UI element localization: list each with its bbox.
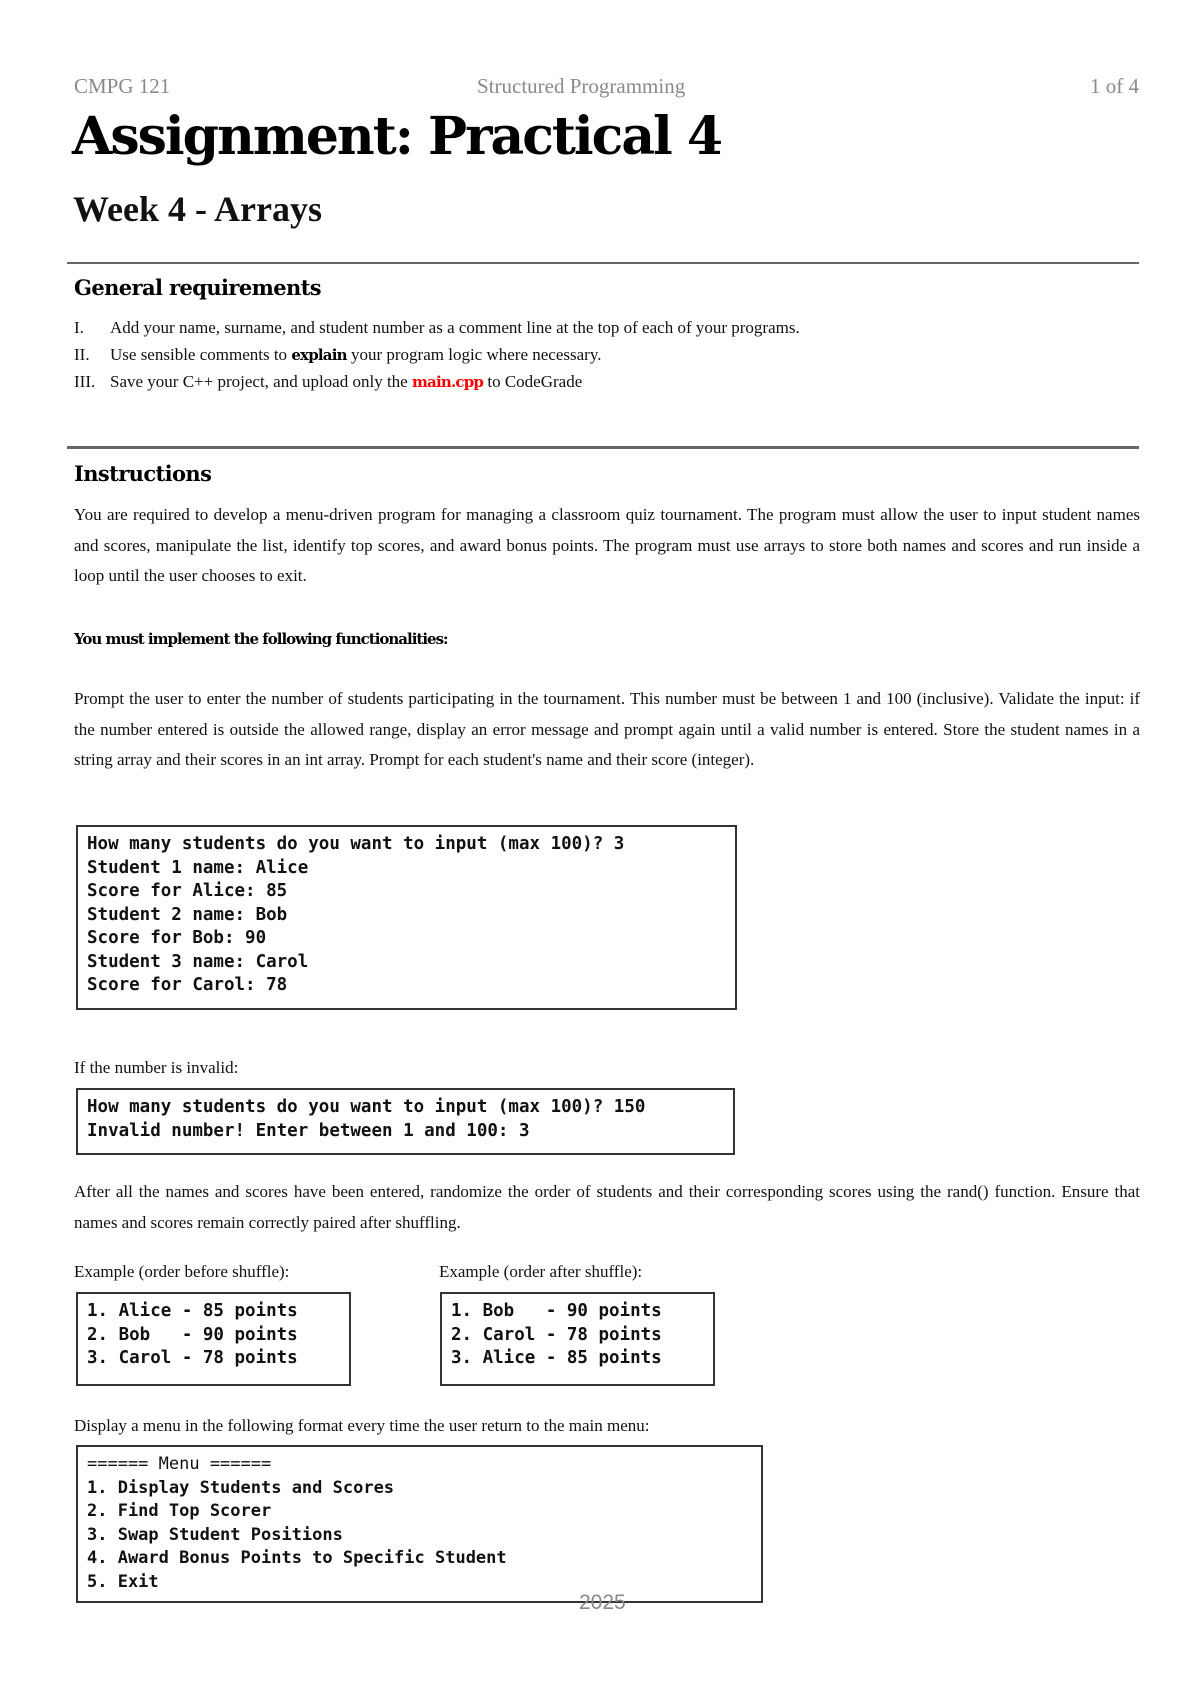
page-indicator: 1 of 4 bbox=[1090, 74, 1139, 98]
console-line: 1. Bob - 90 points bbox=[451, 1301, 662, 1321]
document-title: Assignment: Practical 4 bbox=[72, 106, 722, 167]
console-line: Student 2 name: Bob bbox=[87, 904, 288, 925]
must-implement-heading: You must implement the following functionalities: bbox=[74, 630, 448, 648]
prompt-paragraph: Prompt the user to enter the number of students participating in the tournament. This number must be between 1 and 100 (inclusive). Validate the input: if the number entered is outside the allowed range, display an error message and prompt again until a valid number is entered. Store the student names in a string array and their scores in an int array. Prompt for each student's name and their score (integer). bbox=[74, 689, 1140, 769]
requirement-text: to CodeGrade bbox=[483, 372, 583, 391]
course-code: CMPG 121 bbox=[74, 74, 171, 98]
menu-label: Display a menu in the following format every time the user return to the main menu: bbox=[74, 1416, 650, 1435]
console-line: Student 3 name: Carol bbox=[87, 951, 309, 972]
console-line: 3. Alice - 85 points bbox=[451, 1348, 662, 1368]
console-line: Invalid number! Enter between 1 and 100: 3 bbox=[87, 1120, 530, 1141]
console-line: Student 1 name: Alice bbox=[87, 857, 309, 878]
shuffle-paragraph: After all the names and scores have been entered, randomize the order of students and their corresponding scores using the rand() function. Ensure that names and scores remain correctly paired after shuffling. bbox=[74, 1182, 1140, 1232]
instructions-heading: Instructions bbox=[74, 461, 212, 486]
console-line: Score for Alice: 85 bbox=[87, 881, 288, 901]
section-divider bbox=[67, 446, 1139, 449]
running-header bbox=[67, 74, 1139, 104]
console-line: 1. Display Students and Scores bbox=[87, 1477, 395, 1498]
console-line: How many students do you want to input (max 100)? 150 bbox=[87, 1097, 646, 1117]
console-line: 3. Swap Student Positions bbox=[87, 1524, 343, 1545]
requirement-item bbox=[74, 341, 800, 368]
console-line: 2. Bob - 90 points bbox=[87, 1324, 298, 1345]
requirement-text: Add your name, surname, and student number as a comment line at the top of each of your programs. bbox=[110, 318, 800, 337]
console-line: 1. Alice - 85 points bbox=[87, 1301, 298, 1321]
requirement-text: your program logic where necessary. bbox=[346, 345, 602, 364]
before-shuffle-example bbox=[76, 1292, 351, 1386]
console-line: 3. Carol - 78 points bbox=[87, 1348, 298, 1368]
after-shuffle-label: Example (order after shuffle): bbox=[439, 1262, 643, 1281]
instructions-intro: You are required to develop a menu-driven program for managing a classroom quiz tournament. The program must allow the user to input student names and scores, manipulate the list, identify top scores, and award bonus points. The program must use arrays to store both names and scores and run inside a loop until the user chooses to exit. bbox=[74, 505, 1140, 585]
course-name: Structured Programming bbox=[477, 74, 686, 98]
requirements-list bbox=[74, 314, 800, 395]
menu-example bbox=[76, 1445, 763, 1603]
requirement-item bbox=[74, 368, 800, 395]
requirement-number: III. bbox=[74, 372, 96, 391]
requirement-text: Save your C++ project, and upload only the bbox=[110, 372, 412, 391]
section-divider bbox=[67, 262, 1139, 264]
console-line: 2. Carol - 78 points bbox=[451, 1324, 662, 1345]
requirement-text: Use sensible comments to bbox=[110, 345, 292, 364]
requirement-emphasis: explain bbox=[291, 346, 347, 364]
invalid-label: If the number is invalid: bbox=[74, 1058, 239, 1077]
console-line: 5. Exit bbox=[87, 1571, 159, 1592]
console-line: Score for Bob: 90 bbox=[87, 928, 267, 948]
console-line: 2. Find Top Scorer bbox=[87, 1501, 272, 1521]
console-input-example bbox=[76, 825, 737, 1010]
main-cpp-filename: main.cpp bbox=[411, 373, 484, 391]
console-line: ====== Menu ====== bbox=[87, 1454, 272, 1474]
general-requirements-heading: General requirements bbox=[74, 275, 322, 300]
console-line: Score for Carol: 78 bbox=[87, 975, 288, 995]
console-line: 4. Award Bonus Points to Specific Student bbox=[87, 1548, 507, 1568]
document-subtitle: Week 4 - Arrays bbox=[73, 189, 322, 229]
requirement-item bbox=[74, 314, 800, 341]
footer-year: 2025 bbox=[579, 1591, 626, 1614]
console-line: How many students do you want to input (max 100)? 3 bbox=[87, 834, 625, 854]
requirement-number: II. bbox=[74, 345, 90, 364]
requirement-number: I. bbox=[74, 318, 84, 337]
after-shuffle-example bbox=[440, 1292, 715, 1386]
console-invalid-example bbox=[76, 1088, 735, 1155]
before-shuffle-label: Example (order before shuffle): bbox=[74, 1262, 290, 1281]
